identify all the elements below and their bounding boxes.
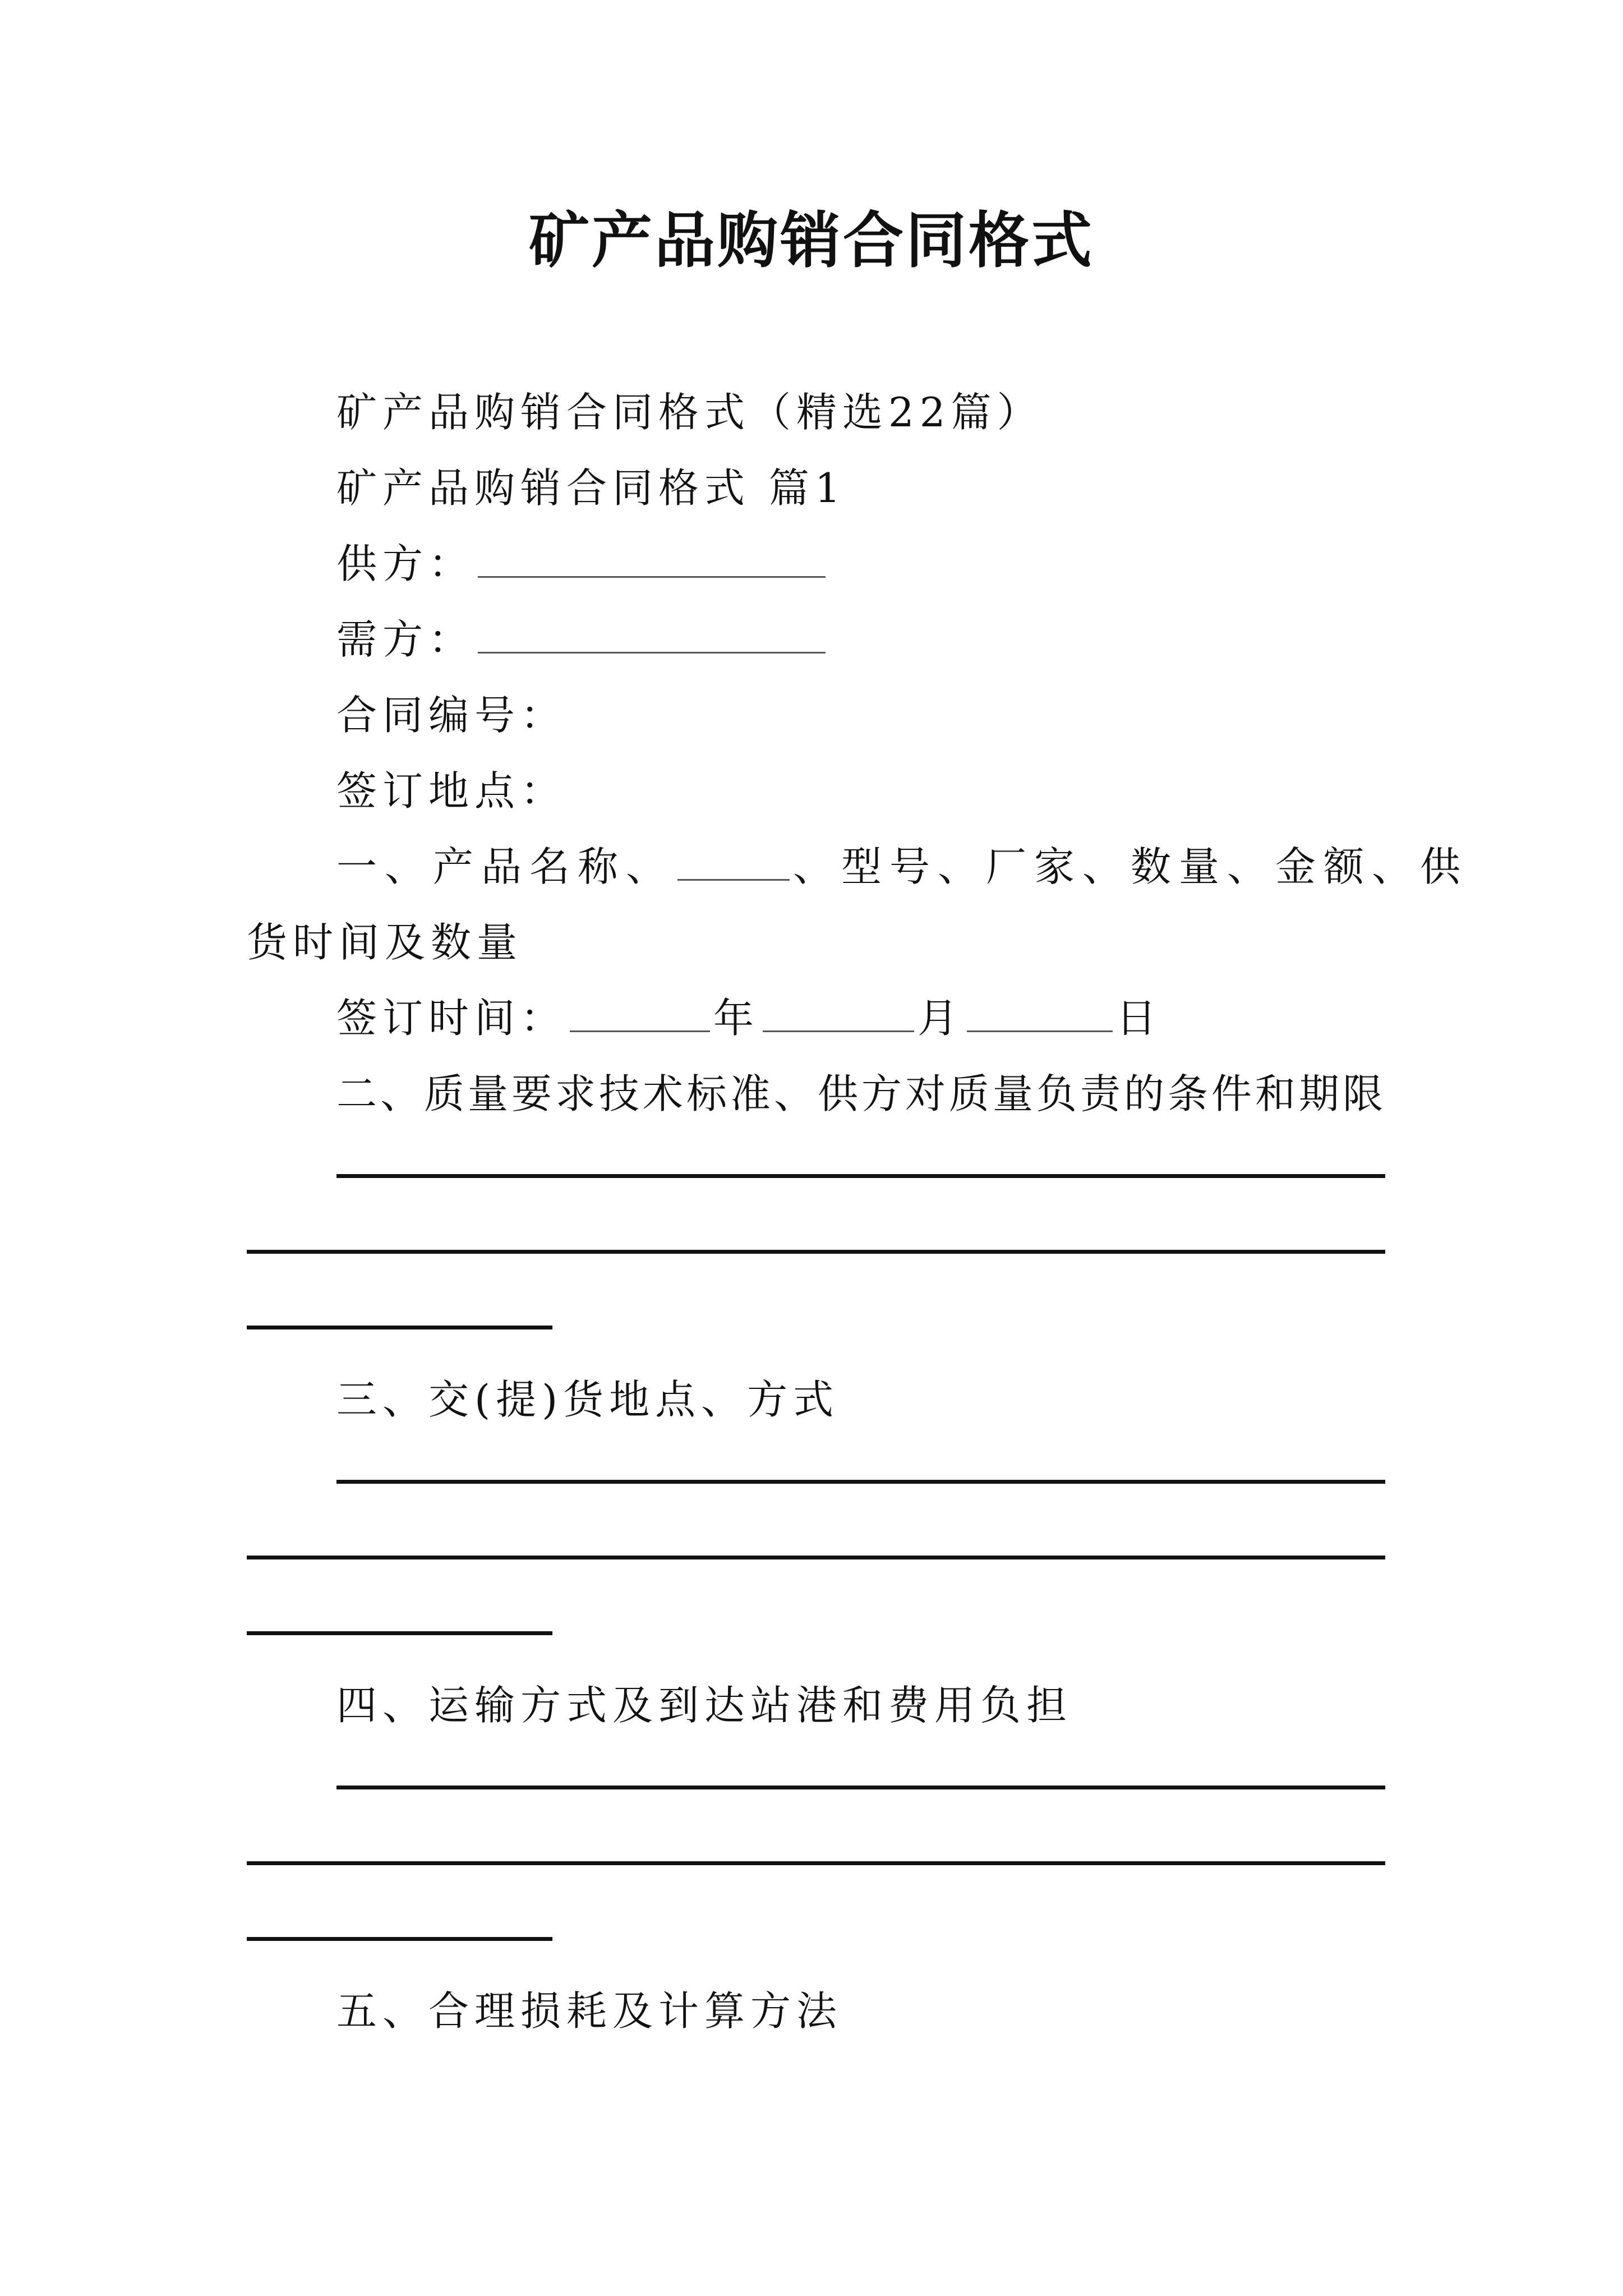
- month-blank[interactable]: [763, 991, 914, 1032]
- contract-no-label: 合同编号：: [336, 692, 567, 739]
- supplier-blank[interactable]: [478, 537, 826, 578]
- item1-continued: 货时间及数量: [247, 919, 523, 966]
- product-name-blank[interactable]: [677, 840, 790, 881]
- sign-time-label: 签订时间：: [336, 995, 567, 1042]
- day-blank[interactable]: [967, 991, 1113, 1032]
- item2-fill-line-2[interactable]: [247, 1250, 1385, 1254]
- month-label: 月: [917, 995, 964, 1042]
- buyer-blank[interactable]: [478, 613, 826, 654]
- item4-heading: 四、运输方式及到达站港和费用负担: [336, 1682, 1073, 1729]
- item4-fill-line-2[interactable]: [247, 1861, 1385, 1865]
- item1-row: [336, 836, 1468, 898]
- buyer-label: 需方：: [336, 616, 475, 663]
- sign-time-row: [336, 987, 1162, 1049]
- document-title: 矿产品购销合同格式: [528, 206, 1094, 276]
- item4-fill-line-3[interactable]: [247, 1937, 552, 1941]
- item3-fill-line-1[interactable]: [336, 1480, 1385, 1484]
- document-subtitle: 矿产品购销合同格式（精选22篇）: [336, 389, 1043, 436]
- sign-place-label: 签订地点：: [336, 767, 567, 815]
- day-label: 日: [1116, 995, 1163, 1042]
- item2-fill-line-1[interactable]: [336, 1174, 1385, 1178]
- item2-heading: 二、质量要求技术标准、供方对质量负责的条件和期限: [336, 1070, 1387, 1117]
- buyer-row: [336, 609, 829, 670]
- year-blank[interactable]: [570, 991, 710, 1032]
- item1-part1: 一、产品名称、: [336, 843, 675, 890]
- item3-fill-line-2[interactable]: [247, 1556, 1385, 1559]
- item3-fill-line-3[interactable]: [247, 1631, 552, 1635]
- item1-part2: 、型号、厂家、数量、金额、供: [793, 843, 1469, 890]
- year-label: 年: [713, 995, 760, 1042]
- item2-fill-line-3[interactable]: [247, 1326, 552, 1329]
- supplier-label: 供方：: [336, 540, 475, 587]
- supplier-row: [336, 533, 829, 595]
- item3-heading: 三、交(提)货地点、方式: [336, 1376, 840, 1423]
- item4-fill-line-1[interactable]: [336, 1786, 1385, 1789]
- item5-heading: 五、合理损耗及计算方法: [336, 1987, 843, 2035]
- section-heading: 矿产品购销合同格式 篇1: [336, 464, 846, 512]
